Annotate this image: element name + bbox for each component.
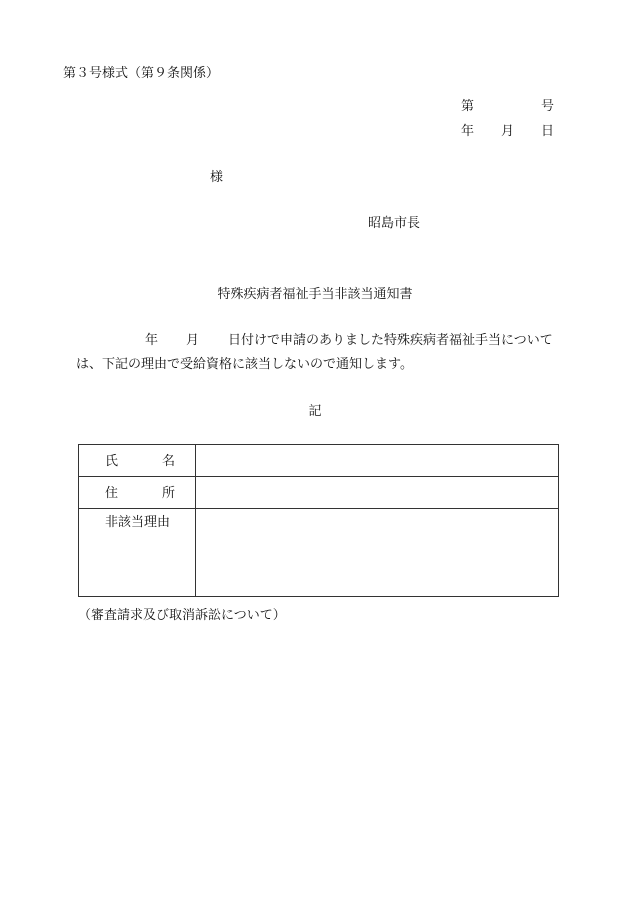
appeal-note: （審査請求及び取消訴訟について）: [78, 608, 286, 623]
reason-label: 非該当理由: [105, 515, 171, 530]
issuer-name: 昭島市長: [368, 216, 421, 231]
body-text-line-2: は、下記の理由で受給資格に該当しないので通知します。: [76, 357, 413, 372]
document-number-prefix: 第: [461, 99, 475, 114]
table-row-reason: [79, 509, 559, 597]
addressee-suffix: 様: [210, 170, 224, 185]
address-label-1: 住: [105, 486, 119, 501]
name-label-2: 名: [161, 454, 175, 469]
reason-value-cell: [196, 509, 559, 597]
details-table: [78, 444, 559, 597]
issue-date-year: 年: [461, 124, 475, 139]
body-text-line-1: 日付けで申請のありました特殊疾病者福祉手当について: [228, 333, 553, 348]
document-number-suffix: 号: [541, 99, 555, 114]
reason-label-cell: [79, 509, 196, 597]
form-number-label: 第３号様式（第９条関係）: [63, 66, 220, 81]
name-label-1: 氏: [105, 454, 119, 469]
name-value-cell: [196, 445, 559, 477]
name-label-cell: [79, 445, 196, 477]
address-label-2: 所: [161, 486, 175, 501]
document-title: 特殊疾病者福祉手当非該当通知書: [217, 287, 413, 302]
issue-date-month: 月: [501, 124, 515, 139]
address-value-cell: [196, 477, 559, 509]
issue-date-day: 日: [541, 124, 555, 139]
address-label-cell: [79, 477, 196, 509]
table-row-address: [79, 477, 559, 509]
ki-heading: 記: [308, 404, 322, 419]
body-date-year: 年: [145, 333, 159, 348]
body-date-month: 月: [186, 333, 200, 348]
table-row-name: [79, 445, 559, 477]
